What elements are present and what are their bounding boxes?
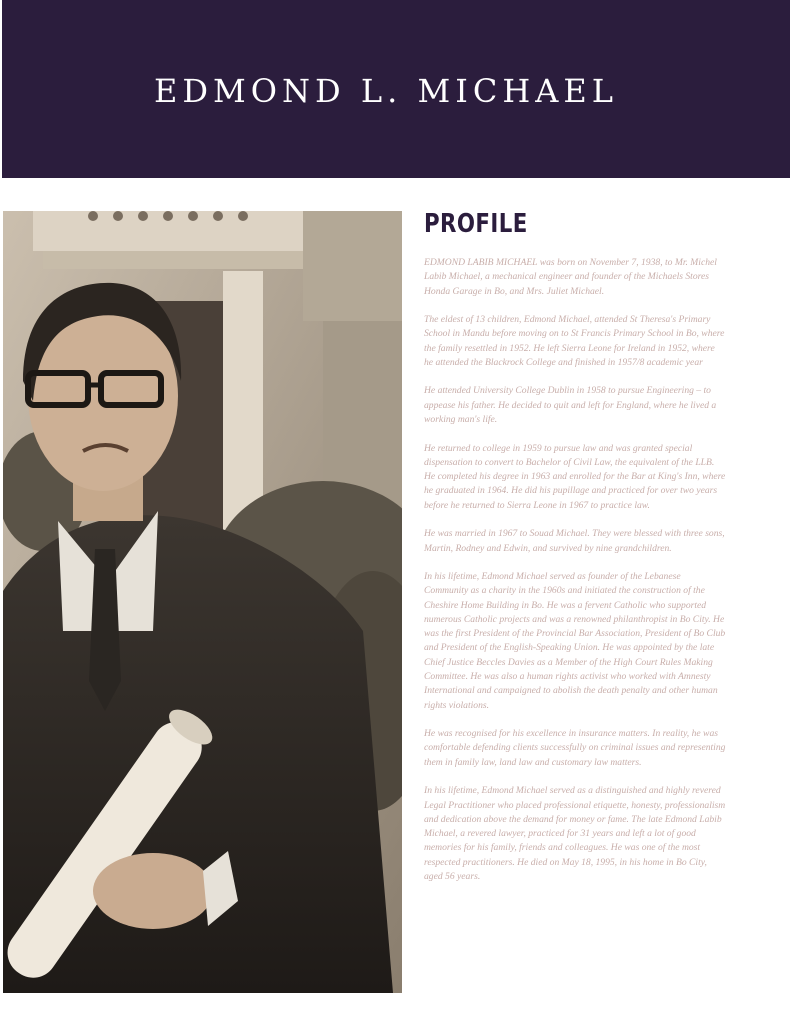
portrait-illustration <box>3 211 402 993</box>
page-title: EDMOND L. MICHAEL <box>154 72 618 110</box>
profile-paragraph: He was married in 1967 to Souad Michael. They were blessed with three sons, Martin, Rodney and Edwin, and survived by nine grandchildren. <box>424 528 725 554</box>
portrait-photo <box>3 211 402 993</box>
profile-paragraph: He was recognised for his excellence in insurance matters. In reality, he was comfortable defending clients successfully on criminal issues and representing them in family law, land law and customary law matters. <box>424 728 726 768</box>
profile-paragraph: In his lifetime, Edmond Michael served as founder of the Lebanese Community as a charity in the 1960s and initiated the construction of the Cheshire Home Building in Bo. He was a fervent Catholic who supported numerous Catholic projects and was a renowned philanthropist in Bo City. He was the first President of the Provincial Bar Association, President of Bo Club and President of the English-Speaking Union. He was appointed by the late Chief Justice Beccles Davies as a Member of the High Court Rules Making Committee. He was also a human rights activist who worked with Amnesty International and campaigned to abolish the death penalty and other human rights violations. <box>424 570 726 711</box>
profile-paragraph: In his lifetime, Edmond Michael served as a distinguished and highly revered Legal Practitioner who placed professional etiquette, honesty, professionalism and dedication above the demand for money or fame. The late Edmond Labib Michael, a revered lawyer, practiced for 31 years and left a lot of good memories for his family, friends and colleagues. He was one of the most respected practitioners. He died on May 18, 1995, in his home in Bo City, aged 56 years. <box>424 785 726 882</box>
header-banner <box>2 0 790 178</box>
profile-paragraph: He returned to college in 1959 to pursue law and was granted special dispensation to convert to Bachelor of Civil Law, the equivalent of the LLB. He completed his degree in 1963 and enrolled for the Bar at King's Inn, where he graduated in 1964. He did his pupillage and practiced for over two years before he returned to Sierra Leone in 1967 to practice law. <box>424 442 726 511</box>
profile-paragraph: He attended University College Dublin in 1958 to pursue Engineering – to appease his father. He decided to quit and left for England, where he lived a working man's life. <box>424 385 717 426</box>
profile-paragraph: EDMOND LABIB MICHAEL was born on November 7, 1938, to Mr. Michel Labib Michael, a mechanical engineer and founder of the Michaels Stores Honda Garage in Bo, and Mrs. Juliet Michael. <box>424 257 717 297</box>
profile-body <box>424 256 726 898</box>
profile-heading: PROFILE <box>424 209 528 239</box>
profile-paragraph: The eldest of 13 children, Edmond Michael, attended St Theresa's Primary School in Mandu before moving on to St Francis Primary School in Bo, where the family resettled in 1952. He left Sierra Leone for Ireland in 1952, where he attended the Blackrock College and finished in 1957/8 academic year <box>424 314 725 368</box>
